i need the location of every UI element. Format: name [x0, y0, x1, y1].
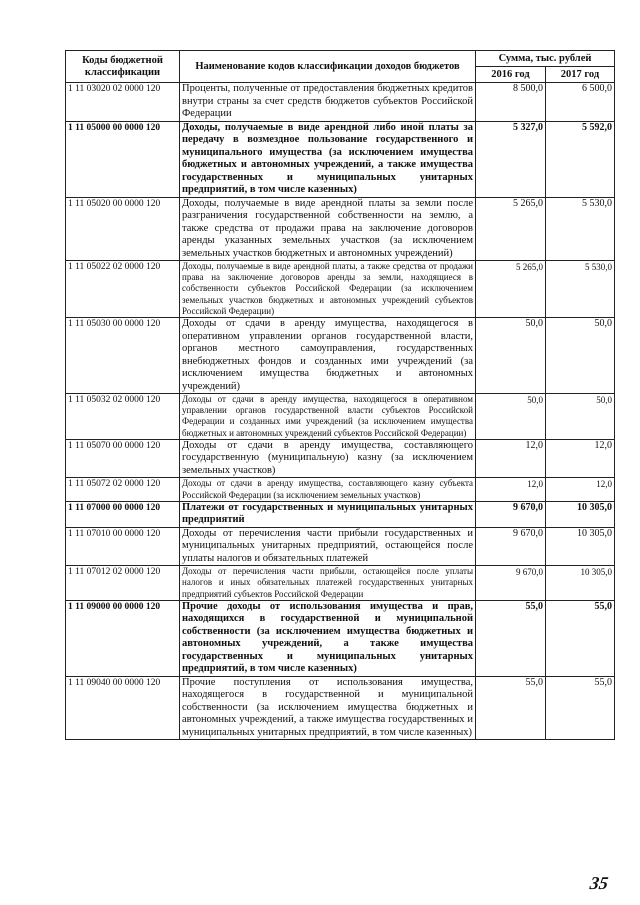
- row-value-2017: 50,0: [546, 394, 615, 440]
- row-value-2017: 50,0: [546, 318, 615, 394]
- row-value-2017: 6 500,0: [546, 83, 615, 122]
- table-row: [66, 566, 615, 601]
- table-row: [66, 197, 615, 261]
- row-name: Платежи от государственных и муниципальных унитарных предприятий: [180, 501, 476, 527]
- table-row: [66, 318, 615, 394]
- row-name: Прочие поступления от использования имущества, находящегося в государственной и муниципальной собственности (за исключением имущества бюджетных и автономных учреждений, а также имущества государственных и муниципальных унитарных предприятий, в том числе казенных): [180, 676, 476, 740]
- table-row: [66, 676, 615, 740]
- row-value-2016: 5 327,0: [476, 121, 546, 197]
- row-code: 1 11 05030 00 0000 120: [66, 318, 180, 394]
- row-code: 1 11 07010 00 0000 120: [66, 527, 180, 566]
- row-value-2017: 5 530,0: [546, 197, 615, 261]
- row-value-2017: 55,0: [546, 600, 615, 676]
- table-row: [66, 394, 615, 440]
- row-value-2017: 5 530,0: [546, 261, 615, 318]
- row-value-2017: 10 305,0: [546, 527, 615, 566]
- row-name: Доходы от сдачи в аренду имущества, составляющего государственную (муниципальную) казну (за исключением земельных участков): [180, 439, 476, 478]
- row-value-2017: 10 305,0: [546, 566, 615, 601]
- budget-revenue-table: [65, 50, 615, 740]
- header-year-2016: 2016 год: [476, 67, 546, 83]
- row-code: 1 11 07012 02 0000 120: [66, 566, 180, 601]
- row-value-2016: 8 500,0: [476, 83, 546, 122]
- row-value-2016: 9 670,0: [476, 501, 546, 527]
- row-name: Проценты, полученные от предоставления бюджетных кредитов внутри страны за счет средств бюджетов субъектов Российской Федерации: [180, 83, 476, 122]
- row-value-2017: 12,0: [546, 439, 615, 478]
- row-code: 1 11 05020 00 0000 120: [66, 197, 180, 261]
- table-row: [66, 439, 615, 478]
- row-name: Доходы, получаемые в виде арендной платы за земли после разграничения государственной собственности на землю, а также средства от продажи права на заключение договоров аренды указанных земельных участков (за исключением земельных участков бюджетных и автономных учреждений): [180, 197, 476, 261]
- row-name: Доходы от перечисления части прибыли, остающейся после уплаты налогов и иных обязательных платежей государственных унитарных предприятий субъектов Российской Федерации: [180, 566, 476, 601]
- row-code: 1 11 09000 00 0000 120: [66, 600, 180, 676]
- table-row: [66, 83, 615, 122]
- row-value-2016: 50,0: [476, 394, 546, 440]
- row-name: Доходы, получаемые в виде арендной либо иной платы за передачу в возмездное пользование государственного и муниципального имущества (за исключением имущества бюджетных и автономных учреждений, а также имущества государственных и муниципальных унитарных предприятий, в том числе казенных): [180, 121, 476, 197]
- row-value-2016: 12,0: [476, 478, 546, 501]
- header-codes: Коды бюджетной классификации: [66, 51, 180, 83]
- row-name: Доходы от перечисления части прибыли государственных и муниципальных унитарных предприятий, остающейся после уплаты налогов и обязательных платежей: [180, 527, 476, 566]
- table-row: [66, 600, 615, 676]
- row-name: Доходы, получаемые в виде арендной платы, а также средства от продажи права на заключение договоров аренды за земли, находящиеся в собственности субъектов Российской Федерации (за исключением земельных участков бюджетных и автономных учреждений субъектов Российской Федерации): [180, 261, 476, 318]
- row-value-2016: 12,0: [476, 439, 546, 478]
- row-code: 1 11 05070 00 0000 120: [66, 439, 180, 478]
- header-year-2017: 2017 год: [546, 67, 615, 83]
- row-name: Доходы от сдачи в аренду имущества, находящегося в оперативном управлении органов государственной власти субъектов Российской Федерации и созданных ими учреждений (за исключением имущества бюджетных и автономных учреждений субъектов Российской Федерации): [180, 394, 476, 440]
- row-value-2016: 50,0: [476, 318, 546, 394]
- table-row: [66, 501, 615, 527]
- row-value-2017: 5 592,0: [546, 121, 615, 197]
- table-row: [66, 121, 615, 197]
- row-value-2016: 5 265,0: [476, 197, 546, 261]
- header-sum: Сумма, тыс. рублей: [476, 51, 615, 67]
- row-value-2016: 5 265,0: [476, 261, 546, 318]
- row-value-2017: 12,0: [546, 478, 615, 501]
- page-number: 35: [588, 873, 610, 893]
- row-name: Прочие доходы от использования имущества и прав, находящихся в государственной и муниципальной собственности (за исключением имущества бюджетных и автономных учреждений, а также имущества государственных и муниципальных унитарных предприятий, в том числе казенных): [180, 600, 476, 676]
- row-code: 1 11 05000 00 0000 120: [66, 121, 180, 197]
- row-name: Доходы от сдачи в аренду имущества, находящегося в оперативном управлении органов государственной власти, органов местного самоуправления, государственных внебюджетных фондов и созданных ими учреждений (за исключением имущества бюджетных и автономных учреждений): [180, 318, 476, 394]
- row-value-2016: 55,0: [476, 600, 546, 676]
- row-value-2016: 9 670,0: [476, 527, 546, 566]
- table-row: [66, 527, 615, 566]
- row-code: 1 11 03020 02 0000 120: [66, 83, 180, 122]
- table-row: [66, 478, 615, 501]
- row-code: 1 11 07000 00 0000 120: [66, 501, 180, 527]
- row-value-2017: 10 305,0: [546, 501, 615, 527]
- row-code: 1 11 05072 02 0000 120: [66, 478, 180, 501]
- row-name: Доходы от сдачи в аренду имущества, составляющего казну субъекта Российской Федерации (за исключением земельных участков): [180, 478, 476, 501]
- row-code: 1 11 05032 02 0000 120: [66, 394, 180, 440]
- row-value-2017: 55,0: [546, 676, 615, 740]
- row-value-2016: 9 670,0: [476, 566, 546, 601]
- row-value-2016: 55,0: [476, 676, 546, 740]
- header-name: Наименование кодов классификации доходов бюджетов: [180, 51, 476, 83]
- row-code: 1 11 05022 02 0000 120: [66, 261, 180, 318]
- table-row: [66, 261, 615, 318]
- row-code: 1 11 09040 00 0000 120: [66, 676, 180, 740]
